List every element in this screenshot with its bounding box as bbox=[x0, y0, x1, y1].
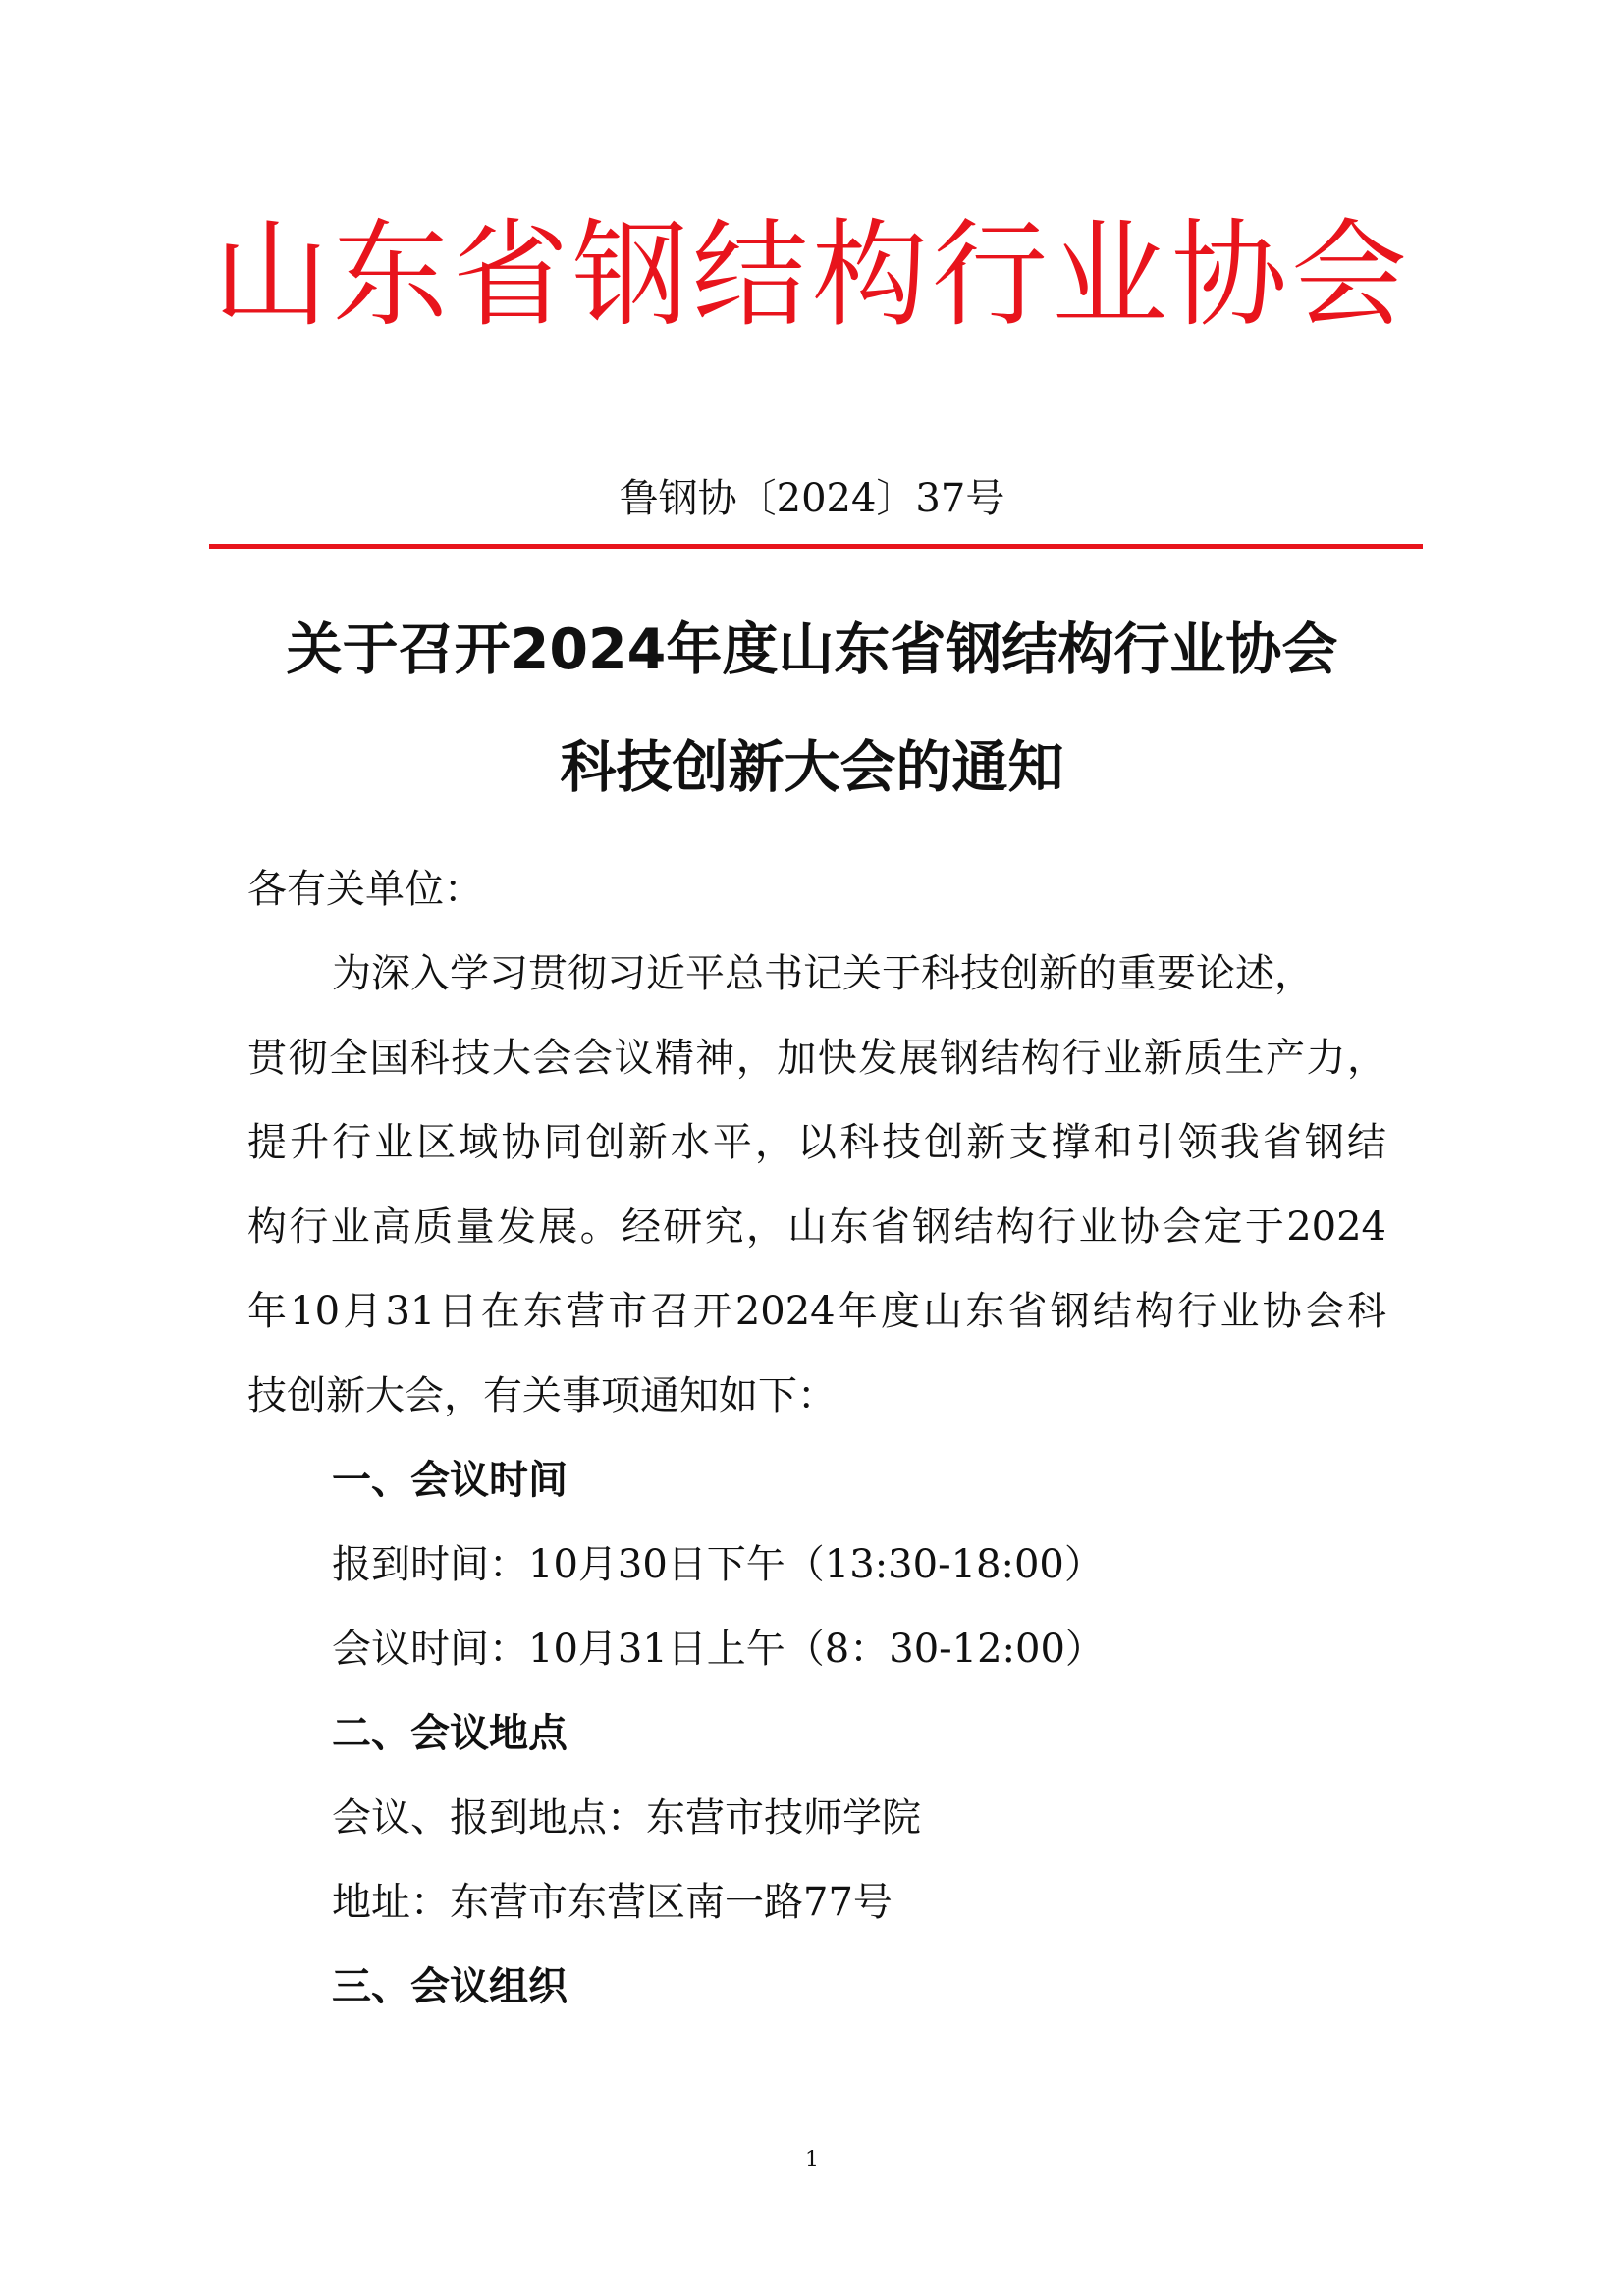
intro-line-5: 年10月31日在东营市召开2024年度山东省钢结构行业协会科 bbox=[247, 1289, 1386, 1334]
section-heading-meeting-venue: 二、会议地点 bbox=[332, 1711, 568, 1756]
registration-time: 报到时间：10月30日下午（13:30-18:00） bbox=[332, 1542, 1104, 1587]
intro-line-6: 技创新大会，有关事项通知如下： bbox=[247, 1373, 837, 1418]
page-number: 1 bbox=[805, 2148, 819, 2172]
document-number: 鲁钢协〔2024〕37号 bbox=[619, 476, 1005, 521]
intro-line-2: 贯彻全国科技大会会议精神，加快发展钢结构行业新质生产力， bbox=[247, 1036, 1386, 1081]
meeting-time: 会议时间：10月31日上午（8：30-12:00） bbox=[332, 1627, 1105, 1672]
registration-venue: 会议、报到地点：东营市技师学院 bbox=[332, 1795, 921, 1841]
organization-masthead: 山东省钢结构行业协会 bbox=[212, 207, 1411, 343]
section-heading-meeting-organization: 三、会议组织 bbox=[332, 1964, 568, 2009]
intro-line-4: 构行业高质量发展。经研究，山东省钢结构行业协会定于2024 bbox=[247, 1204, 1386, 1250]
intro-line-3: 提升行业区域协同创新水平，以科技创新支撑和引领我省钢结 bbox=[247, 1120, 1386, 1165]
document-title-line-1: 关于召开2024年度山东省钢结构行业协会 bbox=[286, 617, 1338, 682]
intro-line-1: 为深入学习贯彻习近平总书记关于科技创新的重要论述， bbox=[332, 951, 1314, 996]
salutation: 各有关单位： bbox=[247, 867, 483, 912]
section-heading-meeting-time: 一、会议时间 bbox=[332, 1458, 568, 1503]
venue-address: 地址：东营市东营区南一路77号 bbox=[332, 1880, 893, 1925]
document-title-line-2: 科技创新大会的通知 bbox=[560, 735, 1064, 800]
red-divider-line bbox=[209, 544, 1423, 549]
